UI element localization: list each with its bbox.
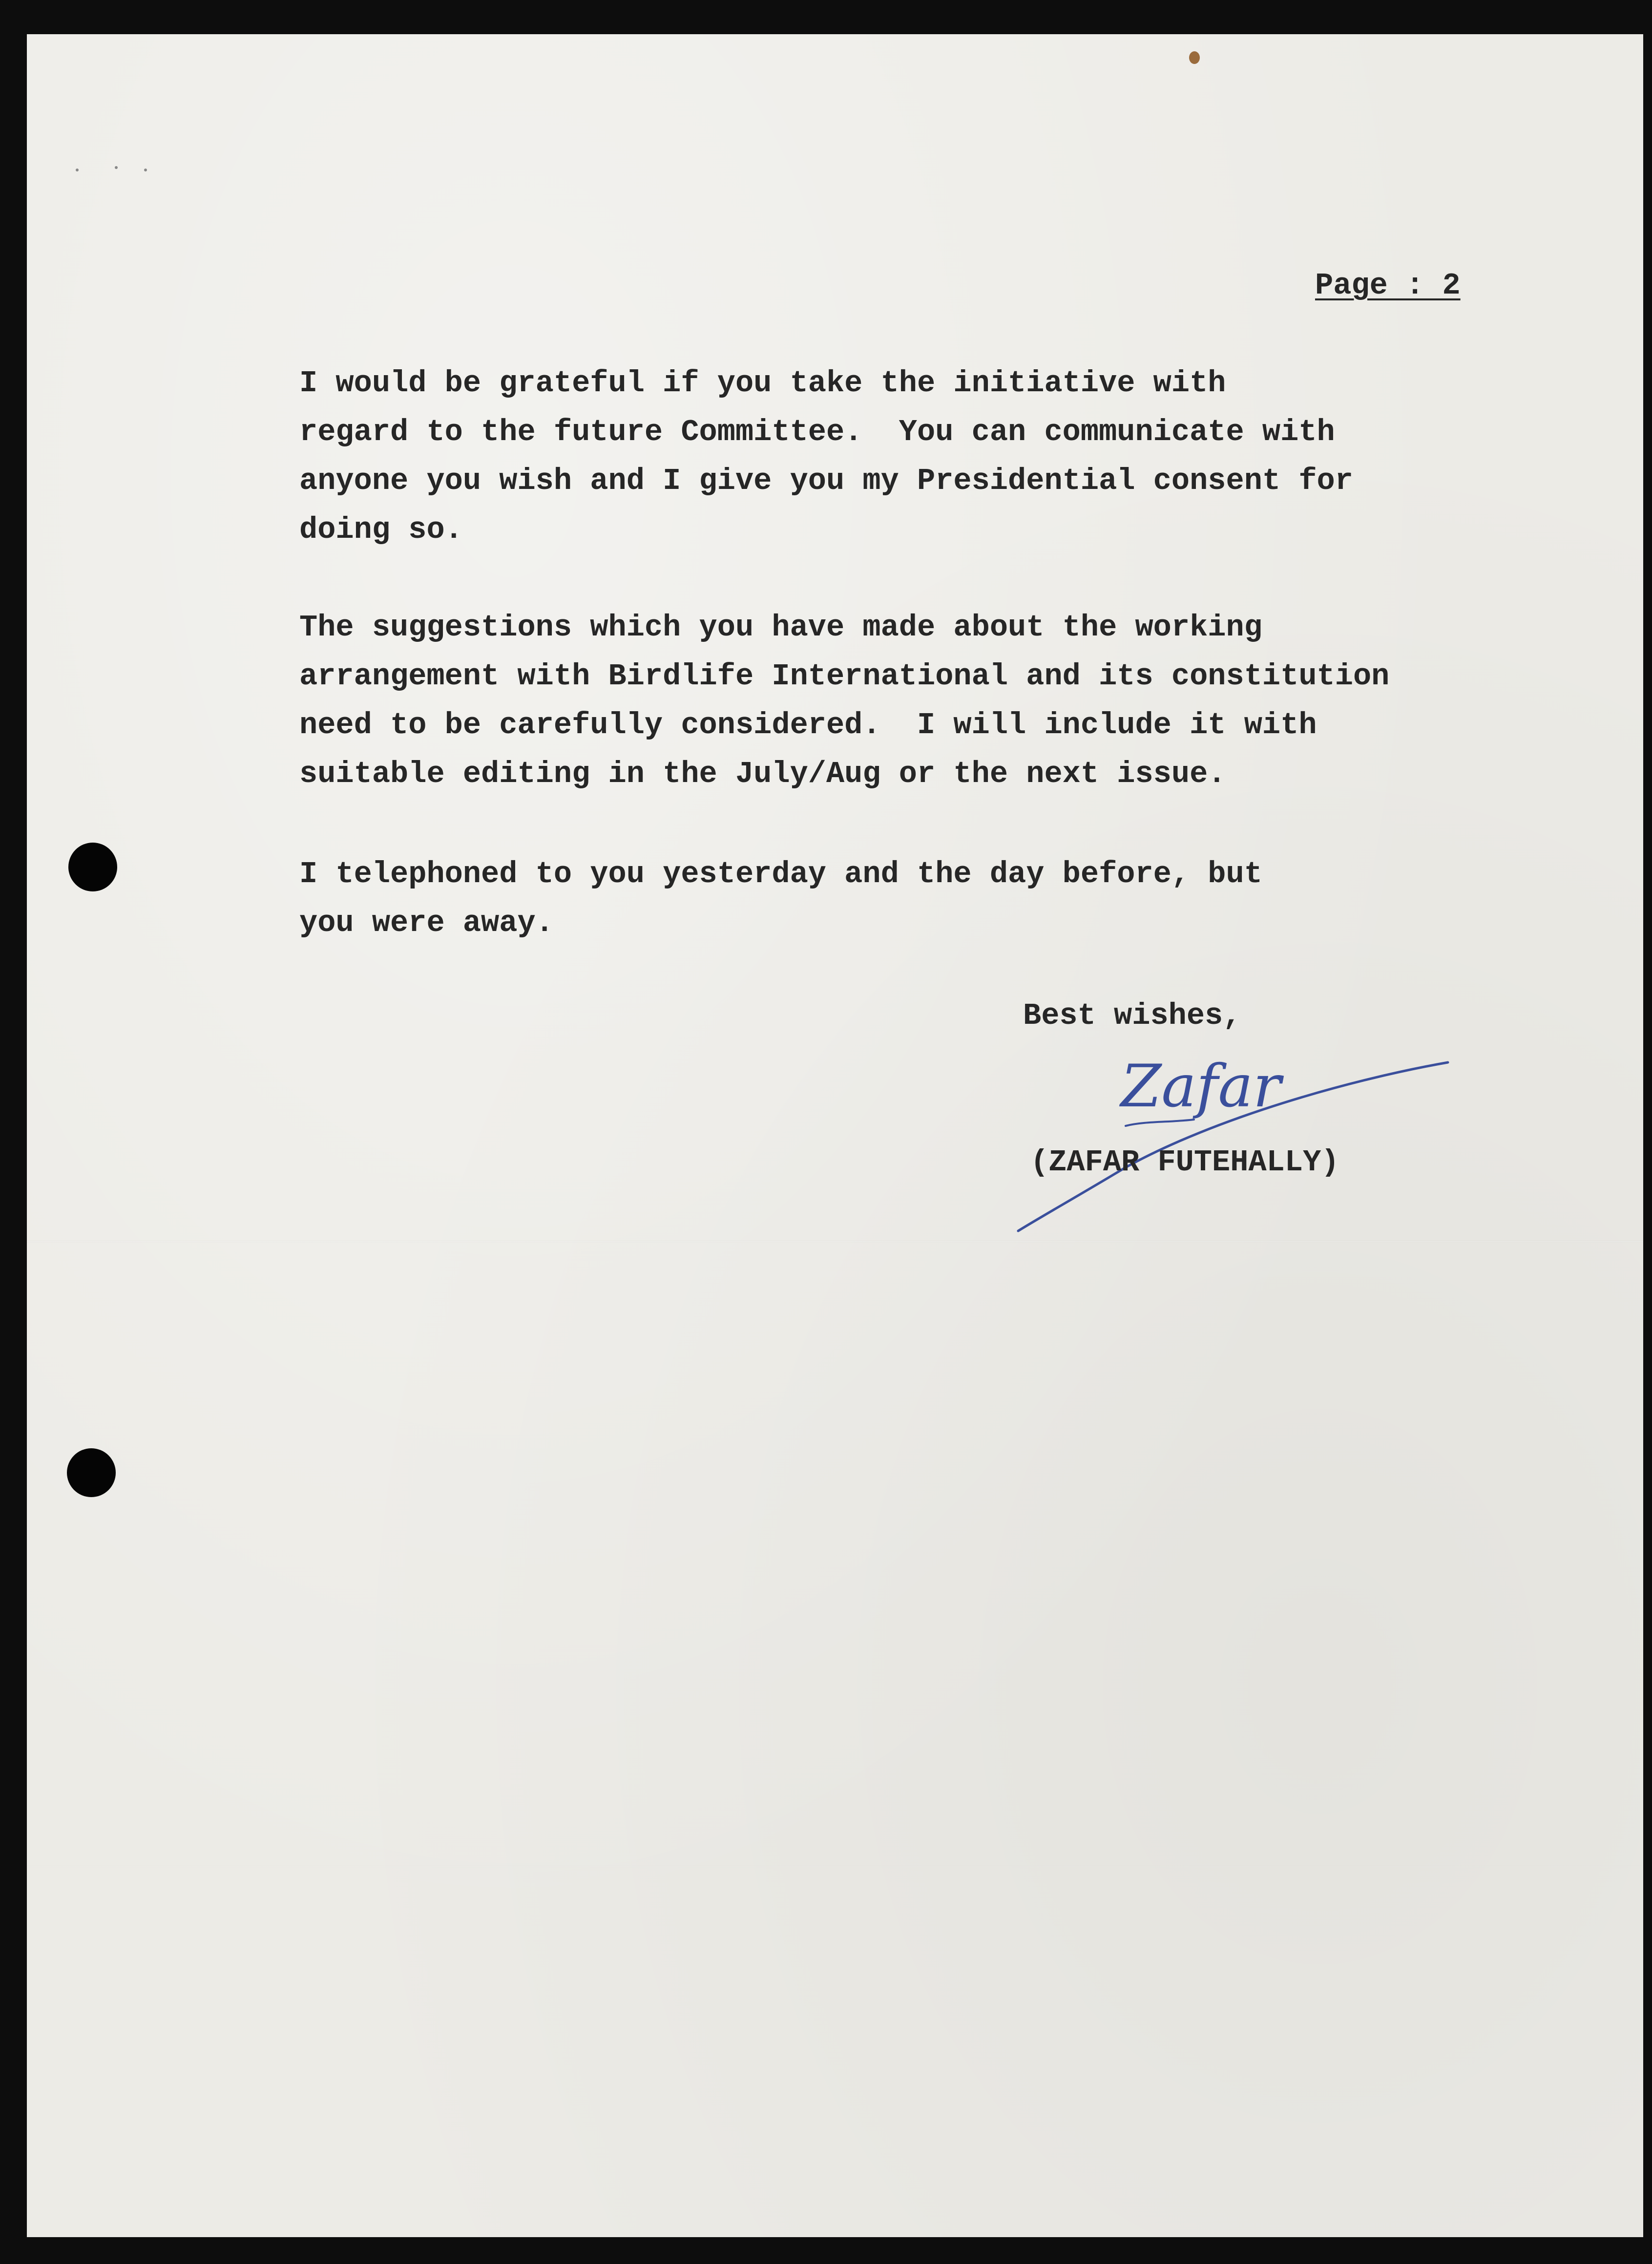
fold-line: [27, 1241, 1643, 1243]
paper-speck: [115, 166, 118, 169]
punch-hole-top: [68, 843, 117, 891]
paper-stain: [1189, 51, 1200, 64]
paper-speck: [144, 169, 147, 171]
typed-signatory-name: (ZAFAR FUTEHALLY): [1030, 1145, 1339, 1180]
punch-hole-bottom: [67, 1448, 116, 1497]
letter-paragraph-3: I telephoned to you yesterday and the day before, but you were away.: [299, 857, 1262, 940]
signature-text: Zafar: [1121, 1053, 1281, 1121]
page-number: Page : 2: [1315, 268, 1461, 303]
closing-salutation: Best wishes,: [1023, 998, 1241, 1033]
paper-speck: [76, 169, 79, 171]
letter-paragraph-1: I would be grateful if you take the initiative with regard to the future Committee. You can communicate with anyone you wish and I give you my Presidential consent for doing so.: [299, 366, 1353, 547]
fold-line: [27, 1866, 1643, 1868]
letter-page: [27, 34, 1643, 2237]
letter-paragraph-2: The suggestions which you have made about the working arrangement with Birdlife International and its constitution need to be carefully considered. I will include it with suitable editing in the July/Aug or the next issue.: [299, 610, 1390, 791]
